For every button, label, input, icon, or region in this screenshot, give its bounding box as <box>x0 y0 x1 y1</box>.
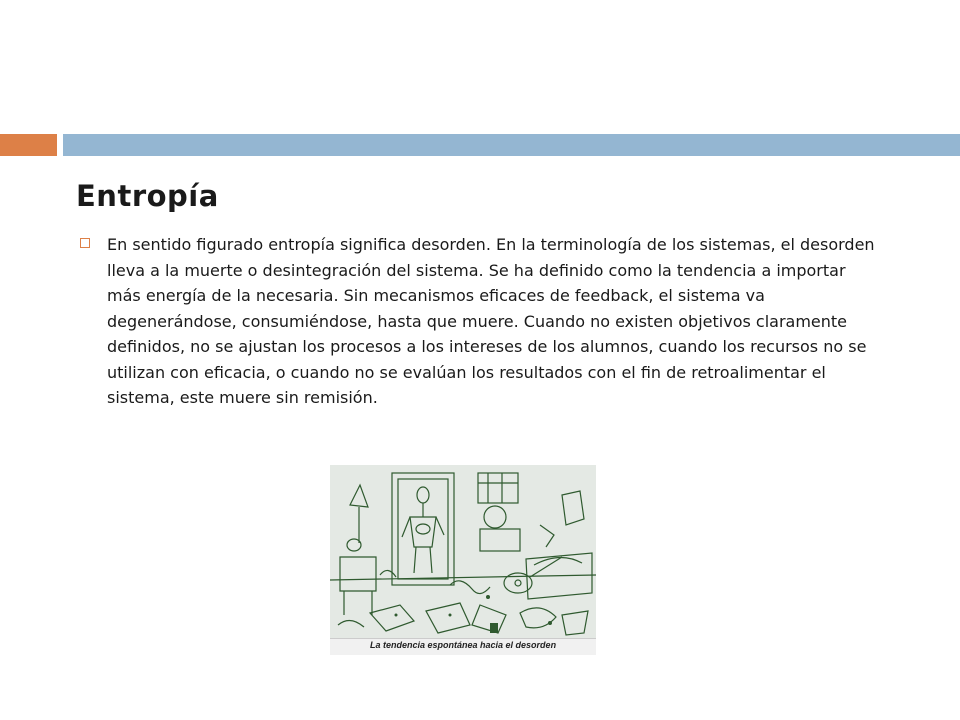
bullet-item <box>80 232 880 411</box>
messy-room-illustration <box>330 465 596 655</box>
image-caption-strip <box>330 638 596 655</box>
hollow-square-bullet-icon <box>80 238 90 248</box>
slide-title: Entropía <box>76 179 219 213</box>
bullet-text: En sentido figurado entropía significa desorden. En la terminología de los sistemas, el desorden lleva a la muerte o desintegración del sistema. Se ha definido como la tendencia a importar más energía de la necesaria. Sin mecanismos eficaces de feedback, el sistema va degenerándose, consumiéndose, hasta que muere. Cuando no existen objetivos claramente definidos, no se ajustan los procesos a los intereses de los alumnos, cuando los recursos no se utilizan con eficacia, o cuando no se evalúan los resultados con el fin de retroalimentar el sistema, este muere sin remisión. <box>107 235 875 407</box>
image-caption: La tendencia espontánea hacia el desorden <box>370 640 557 650</box>
accent-bar-orange <box>0 134 57 156</box>
accent-bar-blue <box>63 134 960 156</box>
messy-room-cartoon <box>330 465 596 655</box>
